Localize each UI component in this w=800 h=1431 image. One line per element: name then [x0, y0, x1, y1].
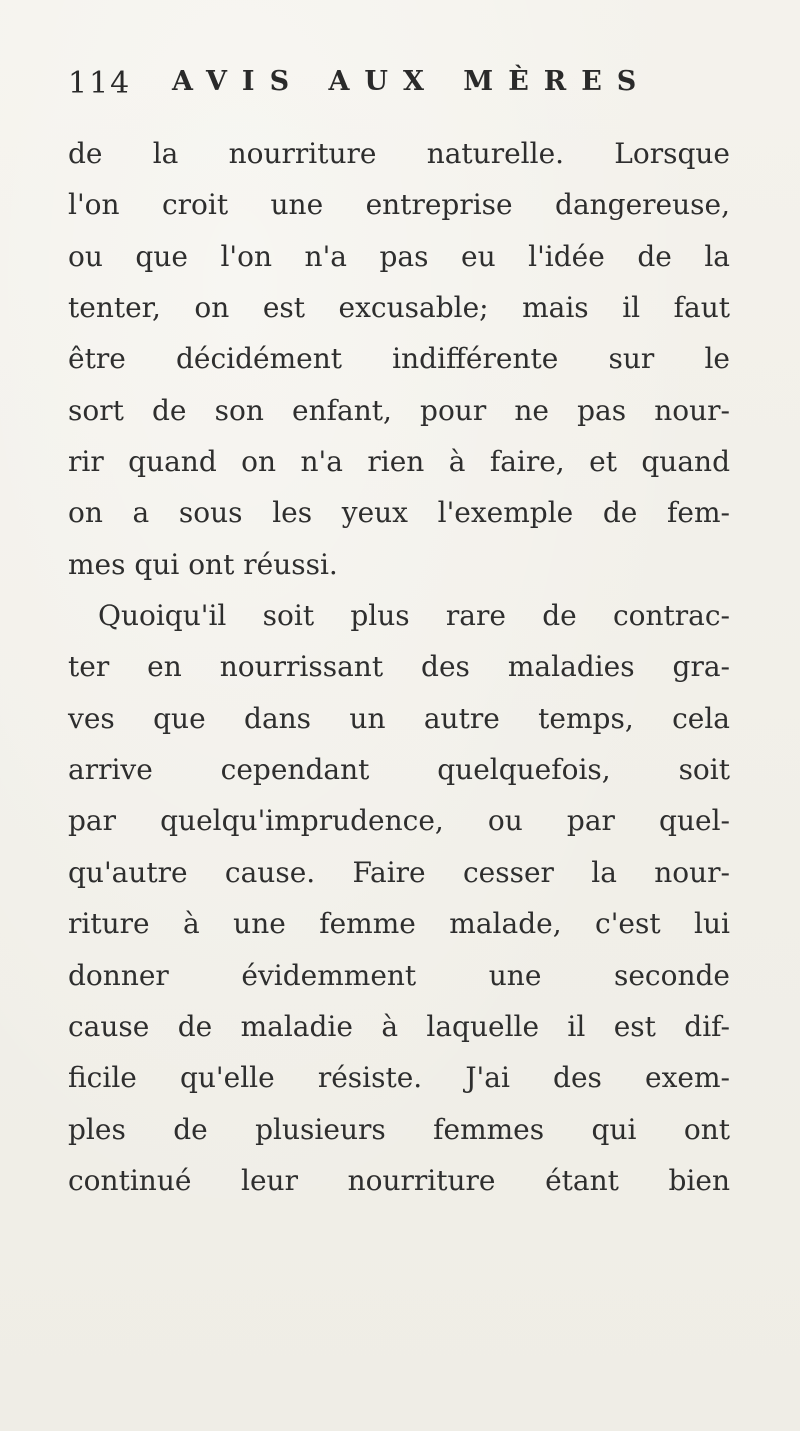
- text-line: être décidément indifférente sur le: [68, 342, 730, 376]
- text-line: ficile qu'elle résiste. J'ai des exem-: [68, 1061, 730, 1095]
- text-line: mes qui ont réussi.: [68, 547, 338, 581]
- text-line: par quelqu'imprudence, ou par quel-: [68, 804, 730, 838]
- text-line: sort de son enfant, pour ne pas nour-: [68, 393, 730, 427]
- text-line: rir quand on n'a rien à faire, et quand: [68, 445, 730, 479]
- running-head: [68, 60, 708, 110]
- page-number: 114: [68, 66, 132, 101]
- text-line: ves que dans un autre temps, cela: [68, 701, 730, 735]
- text-line: riture à une femme malade, c'est lui: [68, 907, 730, 941]
- text-line: continué leur nourriture étant bien: [68, 1163, 730, 1197]
- body-text: [68, 128, 730, 1206]
- text-line: ou que l'on n'a pas eu l'idée de la: [68, 239, 730, 273]
- paragraph-start-line: Quoiqu'il soit plus rare de contrac-: [98, 599, 730, 633]
- text-line: arrive cependant quelquefois, soit: [68, 753, 730, 787]
- text-line: tenter, on est excusable; mais il faut: [68, 291, 730, 325]
- text-line: l'on croit une entreprise dangereuse,: [68, 188, 730, 222]
- text-line: donner évidemment une seconde: [68, 958, 730, 992]
- text-line: qu'autre cause. Faire cesser la nour-: [68, 855, 730, 889]
- text-line: de la nourriture naturelle. Lorsque: [68, 137, 730, 170]
- text-line: on a sous les yeux l'exemple de fem-: [68, 496, 730, 530]
- running-title: AVIS AUX MÈRES: [172, 66, 652, 97]
- text-line: ter en nourrissant des maladies gra-: [68, 650, 730, 684]
- text-line: cause de maladie à laquelle il est dif-: [68, 1009, 730, 1043]
- text-line: ples de plusieurs femmes qui ont: [68, 1112, 730, 1146]
